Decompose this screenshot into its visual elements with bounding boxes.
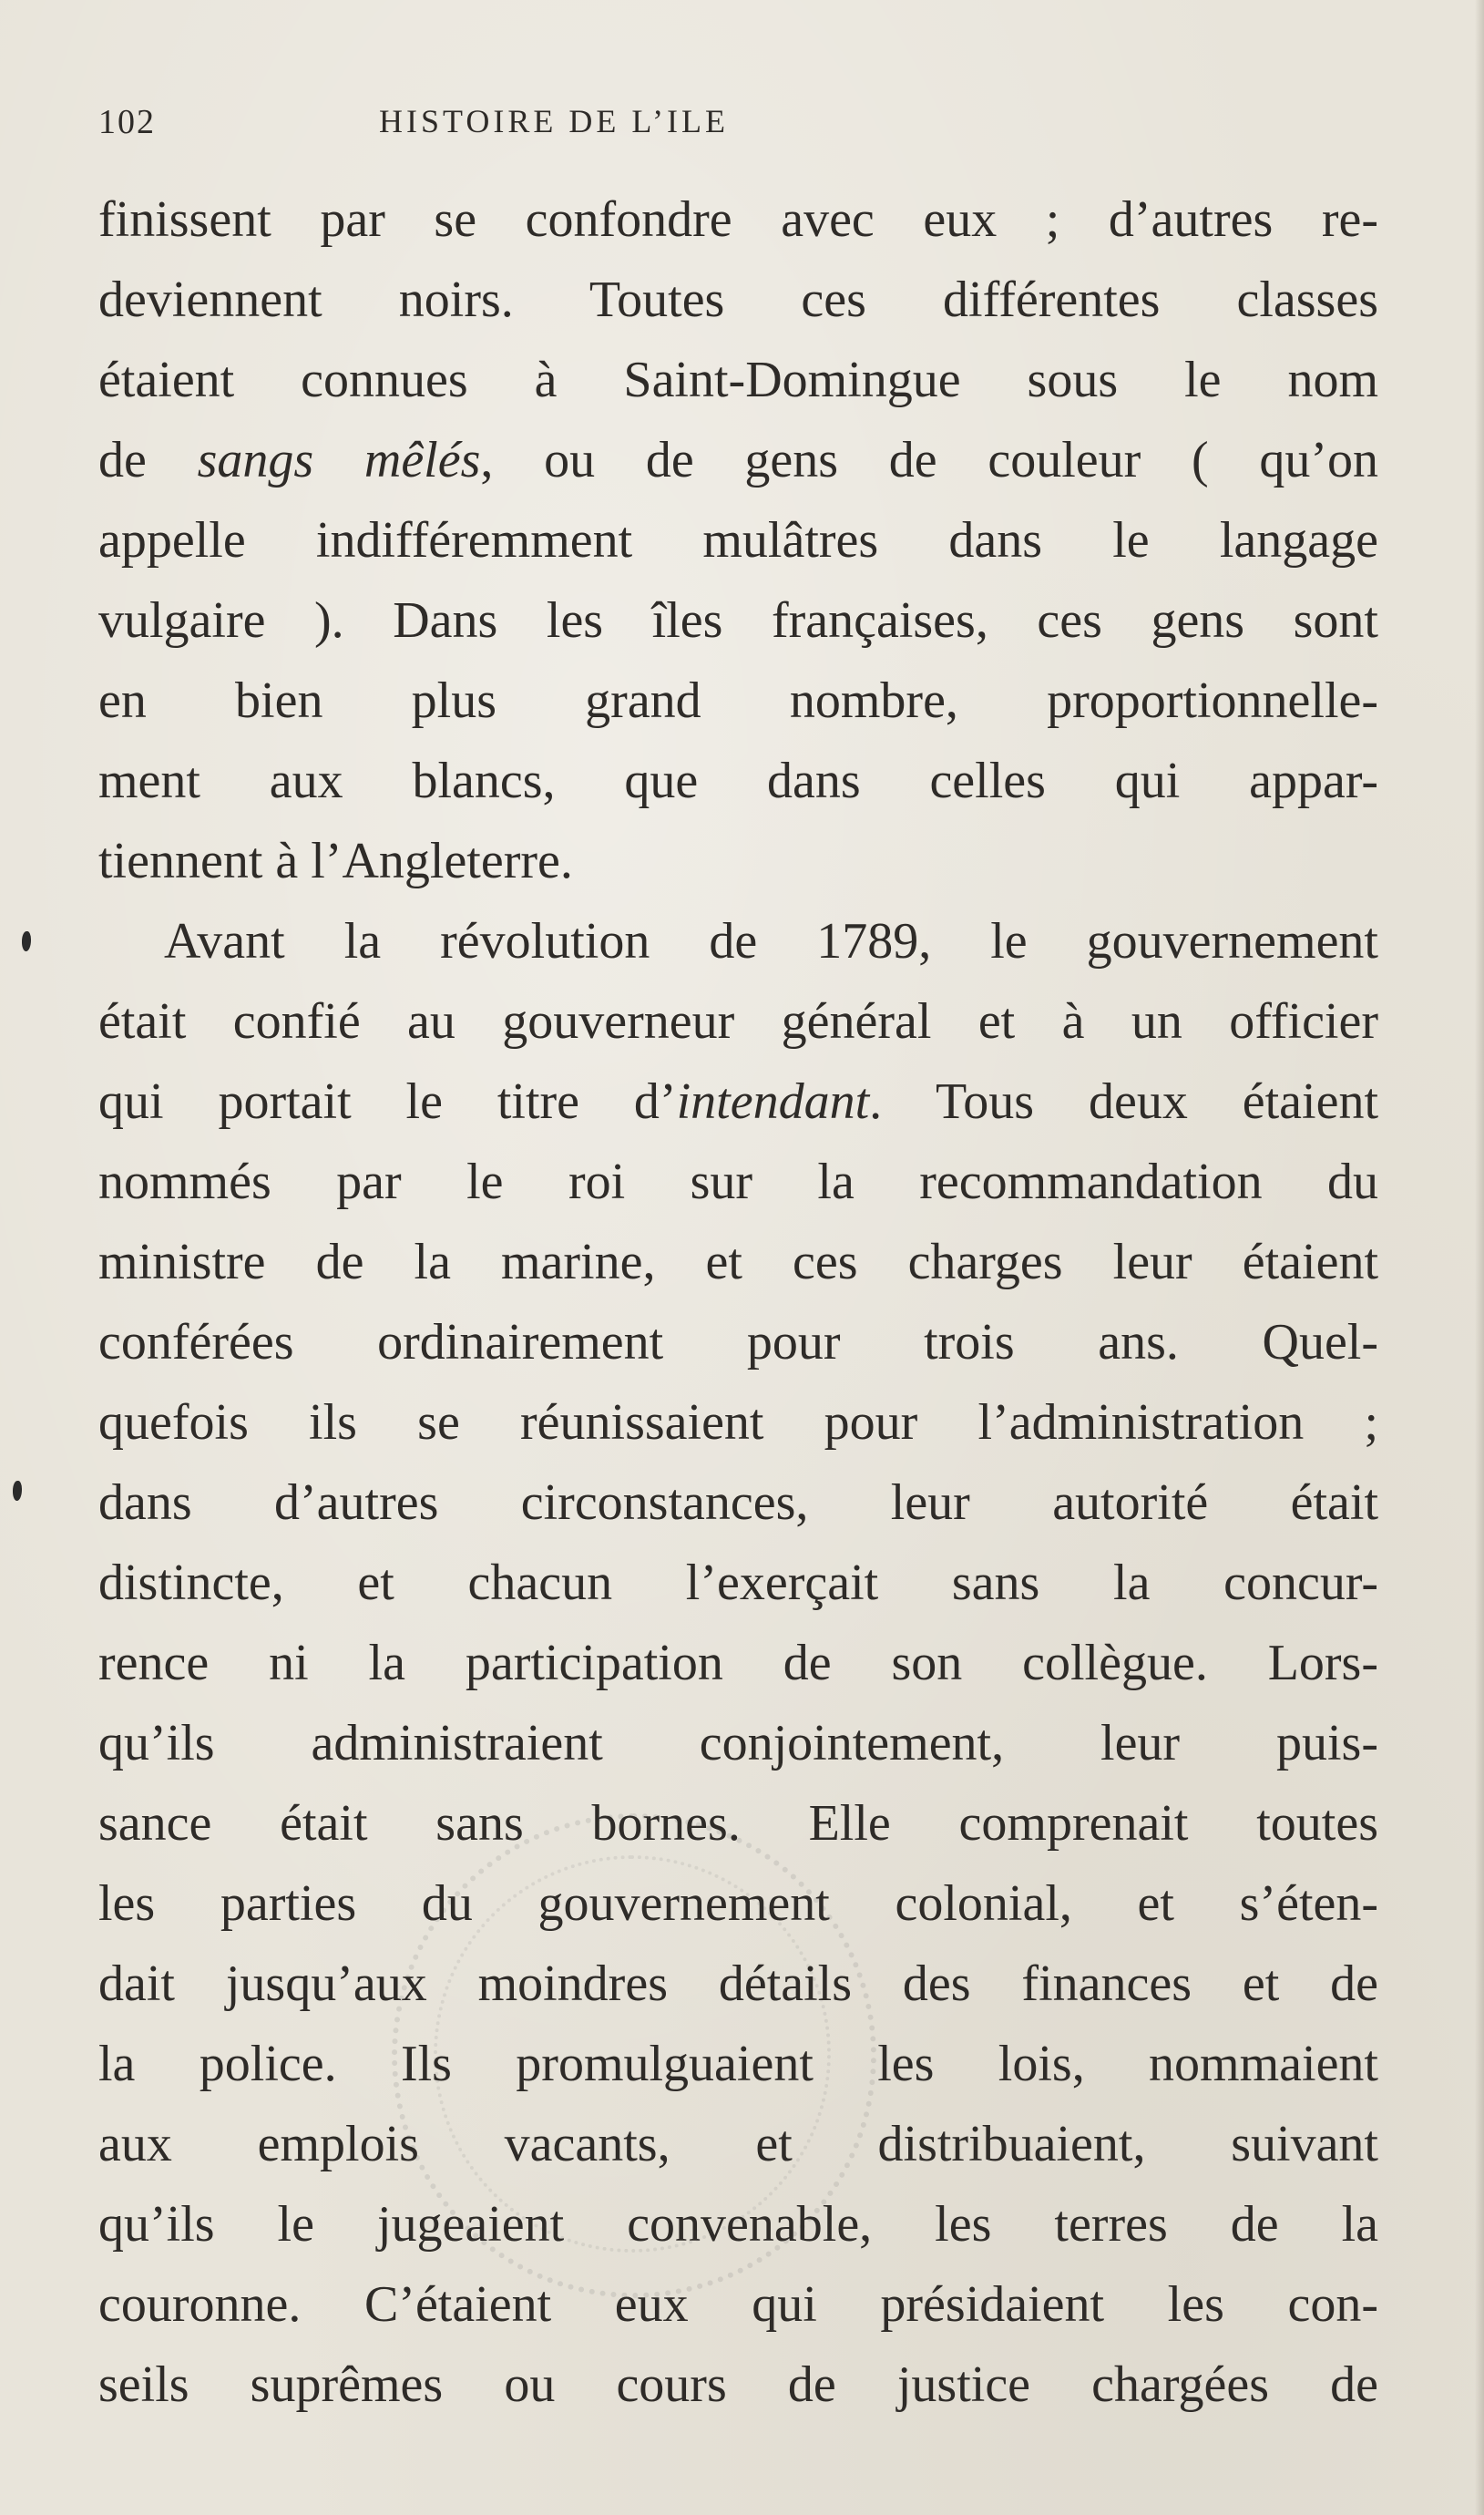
text-line: conférées ordinairement pour trois ans. Quel- — [98, 1314, 1378, 1370]
text-line: seils suprêmes ou cours de justice chargées de — [98, 2356, 1378, 2413]
text-line: tiennent à l’Angleterre. — [98, 833, 573, 889]
text-run: . Tous deux étaient — [869, 1073, 1378, 1130]
running-title: HISTOIRE DE L’ILE — [379, 103, 729, 139]
body-text — [98, 180, 1378, 2425]
text-line: deviennent noirs. Toutes ces différentes classes — [98, 272, 1378, 328]
text-line: distincte, et chacun l’exerçait sans la concur- — [98, 1555, 1378, 1611]
margin-ink-mark — [13, 1481, 22, 1501]
text-line: ministre de la marine, et ces charges leur étaient — [98, 1234, 1378, 1290]
text-line: couronne. C’étaient eux qui présidaient les con- — [98, 2276, 1378, 2333]
text-line: appelle indifféremment mulâtres dans le langage — [98, 512, 1378, 569]
text-line — [98, 1062, 1378, 1142]
text-line: nommés par le roi sur la recommandation du — [98, 1154, 1378, 1210]
text-line: en bien plus grand nombre, proportionnelle- — [98, 672, 1378, 729]
page-number: 102 — [98, 103, 156, 141]
text-run: de — [98, 432, 198, 488]
text-line: aux emplois vacants, et distribuaient, suivant — [98, 2116, 1378, 2172]
text-line: était confié au gouverneur général et à un officier — [98, 993, 1378, 1050]
text-line: ment aux blancs, que dans celles qui appar- — [98, 753, 1378, 809]
text-line — [98, 420, 1378, 500]
italic-term: intendant — [676, 1073, 870, 1130]
italic-term: sangs mêlés — [197, 432, 481, 488]
text-line: sance était sans bornes. Elle comprenait toutes — [98, 1795, 1378, 1852]
text-line: qu’ils le jugeaient convenable, les terres de la — [98, 2196, 1378, 2253]
page-edge-shadow — [1475, 0, 1484, 2515]
text-run: qui portait le titre d’ — [98, 1073, 677, 1130]
text-line: quefois ils se réunissaient pour l’administration ; — [98, 1394, 1378, 1451]
text-line: Avant la révolution de 1789, le gouvernement — [164, 913, 1378, 970]
text-line: étaient connues à Saint-Domingue sous le nom — [98, 352, 1378, 408]
text-line: dait jusqu’aux moindres détails des finances et de — [98, 1956, 1378, 2012]
text-line: rence ni la participation de son collègue. Lors- — [98, 1635, 1378, 1691]
text-line: dans d’autres circonstances, leur autorité était — [98, 1474, 1378, 1531]
text-line: les parties du gouvernement colonial, et s’éten- — [98, 1875, 1378, 1932]
margin-ink-mark — [22, 931, 31, 951]
text-line: la police. Ils promulguaient les lois, nommaient — [98, 2036, 1378, 2092]
text-line: finissent par se confondre avec eux ; d’autres re- — [98, 191, 1378, 248]
text-line: qu’ils administraient conjointement, leur puis- — [98, 1715, 1378, 1771]
text-line: vulgaire ). Dans les îles françaises, ces gens sont — [98, 592, 1378, 649]
running-head — [98, 102, 1378, 157]
text-run: , ou de gens de couleur ( qu’on — [480, 432, 1378, 488]
